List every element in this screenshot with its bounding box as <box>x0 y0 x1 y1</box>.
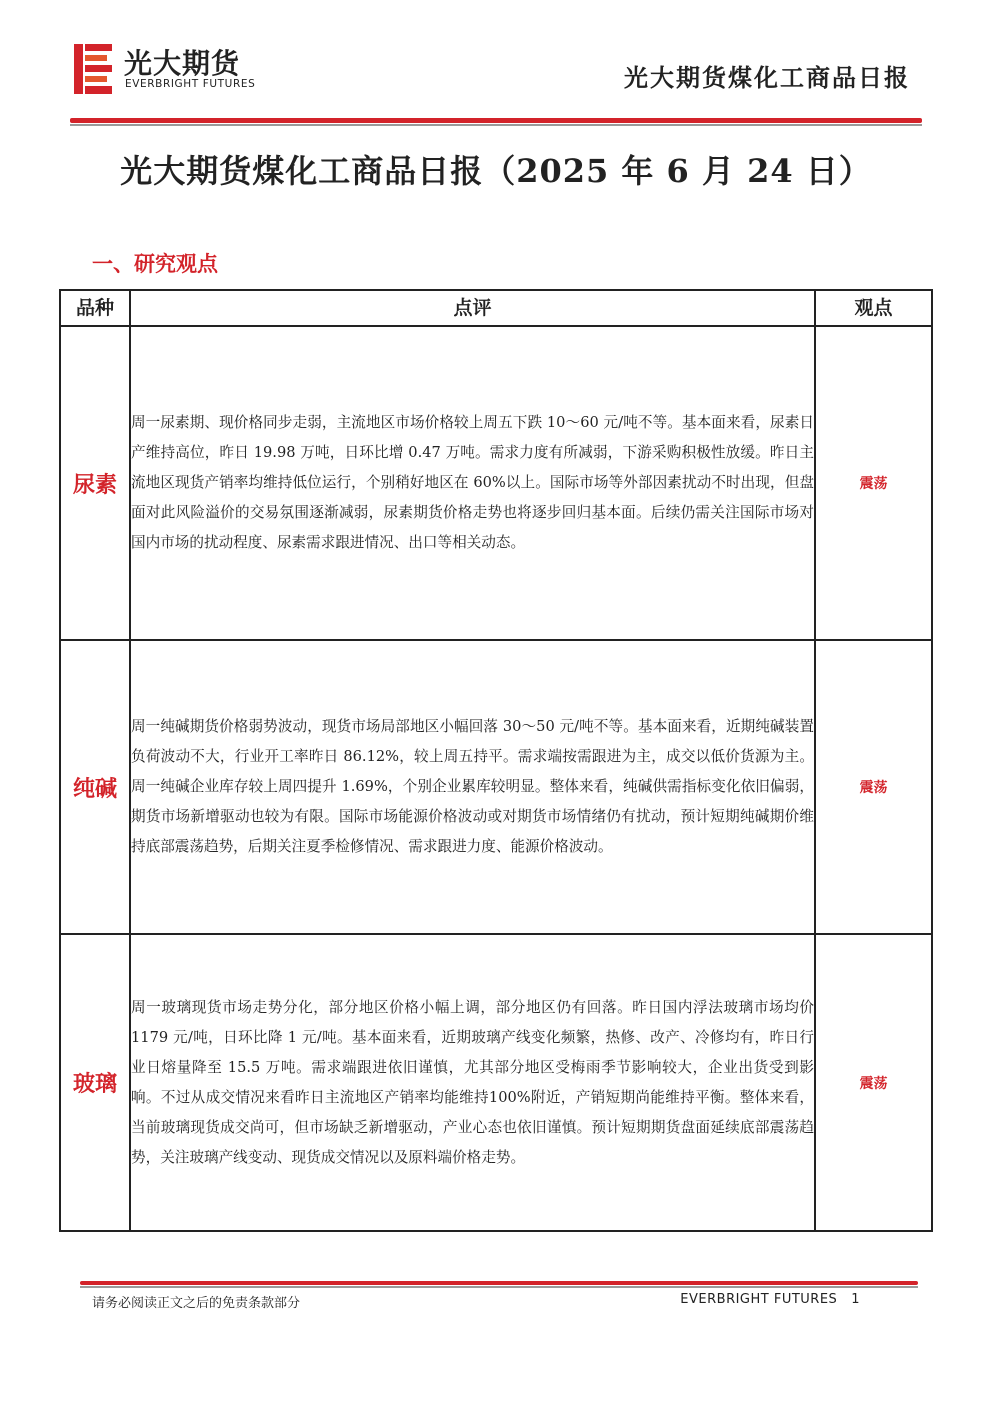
view-cell: 震荡 <box>815 640 932 934</box>
table-row <box>60 640 932 934</box>
footer-disclaimer: 请务必阅读正文之后的免责条款部分 <box>92 1296 301 1311</box>
page-title: 光大期货煤化工商品日报（2025 年 6 月 24 日） <box>120 152 872 190</box>
table-row <box>60 326 932 640</box>
variety-cell: 玻璃 <box>60 934 130 1231</box>
variety-cell: 尿素 <box>60 326 130 640</box>
section-title: 一、研究观点 <box>92 251 218 276</box>
header-divider <box>70 118 922 127</box>
comment-cell: 周一玻璃现货市场走势分化，部分地区价格小幅上调，部分地区仍有回落。昨日国内浮法玻璃市场均价 1179 元/吨，日环比降 1 元/吨。基本面来看，近期玻璃产线变化频繁，热修、改产、冷修均有，昨日行业日熔量降至 15.5 万吨。需求端跟进依旧谨慎，尤其部分地区受梅雨季节影响较大，企业出货受到影响。不过从成交情况来看昨日主流地区产销率均能维持100%附近，产销短期尚能维持平衡。整体来看，当前玻璃现货成交尚可，但市场缺乏新增驱动，产业心态也依旧谨慎。预计短期期货盘面延续底部震荡趋势，关注玻璃产线变动、现货成交情况以及原料端价格走势。 <box>130 934 815 1231</box>
brand-logo <box>74 40 284 100</box>
brand-name-en: EVERBRIGHT FUTURES <box>125 78 256 90</box>
header-variety: 品种 <box>60 290 130 326</box>
table-row <box>60 934 932 1231</box>
header-title: 光大期货煤化工商品日报 <box>624 63 910 92</box>
footer-brand-page <box>680 1292 860 1307</box>
brand-name-cn: 光大期货 <box>124 47 241 80</box>
view-cell: 震荡 <box>815 934 932 1231</box>
comment-cell: 周一尿素期、现价格同步走弱，主流地区市场价格较上周五下跌 10～60 元/吨不等。基本面来看，尿素日产维持高位，昨日 19.98 万吨，日环比增 0.47 万吨。需求力度有所减弱，下游采购积极性放缓。昨日主流地区现货产销率均维持低位运行，个别稍好地区在 60%以上。国际市场等外部因素扰动不时出现，但盘面对此风险溢价的交易氛围逐渐减弱，尿素期货价格走势也将逐步回归基本面。后续仍需关注国际市场对国内市场的扰动程度、尿素需求跟进情况、出口等相关动态。 <box>130 326 815 640</box>
everbright-logo-icon <box>74 40 114 98</box>
footer-brand: EVERBRIGHT FUTURES <box>680 1292 838 1307</box>
view-cell: 震荡 <box>815 326 932 640</box>
header-view: 观点 <box>815 290 932 326</box>
page-number: 1 <box>851 1292 860 1307</box>
footer-divider <box>80 1281 918 1289</box>
variety-cell: 纯碱 <box>60 640 130 934</box>
comment-cell: 周一纯碱期货价格弱势波动，现货市场局部地区小幅回落 30～50 元/吨不等。基本面来看，近期纯碱装置负荷波动不大，行业开工率昨日 86.12%，较上周五持平。需求端按需跟进为主，成交以低价货源为主。周一纯碱企业库存较上周四提升 1.69%，个别企业累库较明显。整体来看，纯碱供需指标变化依旧偏弱，期货市场新增驱动也较为有限。国际市场能源价格波动或对期货市场情绪仍有扰动，预计短期纯碱期价维持底部震荡趋势，后期关注夏季检修情况、需求跟进力度、能源价格波动。 <box>130 640 815 934</box>
table-header-row <box>60 290 932 326</box>
header-comment: 点评 <box>130 290 815 326</box>
research-view-table <box>59 289 933 1232</box>
